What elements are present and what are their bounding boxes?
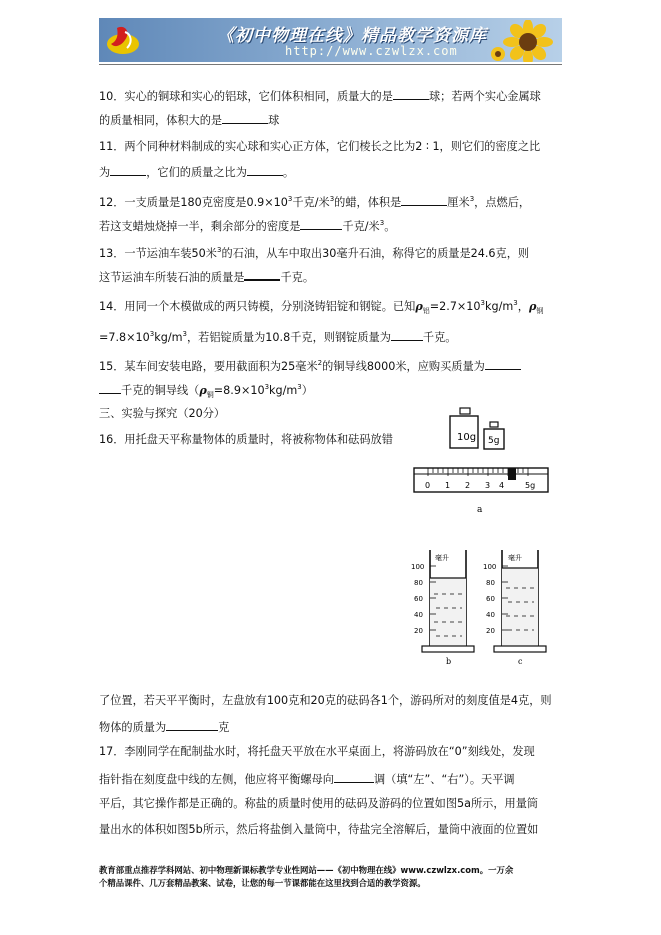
q16-text-3b: 克 <box>218 721 230 734</box>
cylinder-tick-label: 100 <box>483 563 497 571</box>
q14-text-2c: ，若铝锭质量为10.8千克，则钢锭质量为 <box>186 331 391 344</box>
q10-text-1b: 球；若两个实心金属球 <box>428 90 541 103</box>
q12-text-1c: 的蜡，体积是 <box>334 196 402 209</box>
q10-blank-2[interactable] <box>222 112 268 124</box>
q15-blank-2[interactable] <box>99 382 121 394</box>
site-title: 《初中物理在线》精品教学资源库 <box>217 26 487 46</box>
q17-blank-1[interactable] <box>334 771 374 783</box>
q14-line-2 <box>99 327 456 345</box>
q10-blank-1[interactable] <box>393 88 429 100</box>
superscript: 2 <box>317 359 323 367</box>
subscript: 铜 <box>206 391 214 400</box>
rider-marker <box>508 468 516 480</box>
rider-scale <box>414 468 548 492</box>
q13-text-2a: 这节运油车所装石油的质量是 <box>99 271 245 284</box>
q10-text-1a: 10．实心的铜球和实心的铝球，它们体积相同，质量大的是 <box>99 90 393 103</box>
q14-blank-1[interactable] <box>391 329 423 341</box>
q14-text-1d: ， <box>517 300 529 313</box>
q17-line-3: 平后，其它操作都是正确的。称盐的质量时使用的砝码及游码的位置如图5a所示，用量筒 <box>99 797 539 810</box>
q12-text-1e: ，点燃后， <box>474 196 531 209</box>
q12-blank-2[interactable] <box>300 218 342 230</box>
q14-text-1b: =2.7×10 <box>429 300 481 313</box>
cylinder-unit-b: 毫升 <box>435 554 449 562</box>
q15-text-2d: ） <box>301 384 313 397</box>
cylinder-tick-label: 40 <box>414 611 423 619</box>
q16-text-3a: 物体的质量为 <box>99 721 167 734</box>
q11-line-1: 11．两个同种材料制成的实心球和实心正方体，它们棱长之比为2 ∶ 1，则它们的密度之比 <box>99 140 541 153</box>
q10-line-1 <box>99 88 541 104</box>
q15-blank-1[interactable] <box>485 358 521 370</box>
rho-symbol: ρ <box>528 299 537 313</box>
superscript: 3 <box>329 195 335 203</box>
q10-line-2 <box>99 112 279 128</box>
scale-tick-label: 5g <box>525 481 536 490</box>
figure-label-c: c <box>518 657 523 666</box>
q16-line-3 <box>99 719 229 735</box>
q15-text-2c: kg/m <box>269 384 298 397</box>
scale-tick-label: 3 <box>485 481 491 490</box>
graduated-cylinder-b <box>411 550 474 652</box>
figure-5 <box>408 404 568 670</box>
cylinder-tick-label: 20 <box>414 627 423 635</box>
weight-10g-label: 10g <box>457 432 477 443</box>
cylinder-unit-c: 毫升 <box>508 554 522 562</box>
superscript: 3 <box>480 299 486 307</box>
q11-text-2a: 为 <box>99 166 111 179</box>
scale-tick-label: 4 <box>499 481 505 490</box>
q14-text-2a: =7.8×10 <box>99 331 150 344</box>
superscript: 3 <box>264 383 270 391</box>
q12-text-1d: 厘米 <box>447 196 470 209</box>
q10-text-2b: 球 <box>268 114 280 127</box>
q17-line-4: 量出水的体积如图5b所示，然后将盐倒入量筒中，待盐完全溶解后，量筒中液面的位置如 <box>99 823 539 836</box>
q11-line-2 <box>99 164 294 180</box>
q14-text-2b: kg/m <box>154 331 183 344</box>
q10-text-2a: 的质量相同，体积大的是 <box>99 114 223 127</box>
superscript: 3 <box>216 246 222 254</box>
q11-blank-2[interactable] <box>247 164 283 176</box>
q13-line-2 <box>99 268 314 285</box>
site-url[interactable]: http://www.czwlzx.com <box>285 44 458 58</box>
q14-text-2d: 千克。 <box>422 331 457 344</box>
q15-text-2b: =8.9×10 <box>213 384 265 397</box>
q16-line-1: 16．用托盘天平称量物体的质量时，将被称物体和砝码放错 <box>99 433 393 446</box>
q17-line-2 <box>99 771 515 787</box>
site-logo-icon <box>105 22 141 58</box>
q17-line-1: 17．李刚同学在配制盐水时，将托盘天平放在水平桌面上，将游码放在“0”刻线处，发现 <box>99 745 535 758</box>
q12-text-1a: 12．一支质量是180克密度是0.9×10 <box>99 196 288 209</box>
q14-text-1a: 14．用同一个木模做成的两只铸模，分别浇铸铝锭和钢锭。已知 <box>99 300 416 313</box>
q13-text-1a: 13．一节运油车装50米 <box>99 247 217 260</box>
q12-text-2c: 。 <box>384 220 396 233</box>
cylinder-tick-label: 40 <box>486 611 495 619</box>
footer-line-1: 教育部重点推荐学科网站、初中物理新课标教学专业性网站——《初中物理在线》www.czwlzx.com。一万余 <box>99 865 514 875</box>
superscript: 3 <box>513 299 518 307</box>
weight-10g <box>450 408 478 448</box>
q11-text-2c: 。 <box>282 166 295 179</box>
q15-line-2 <box>99 380 313 402</box>
q15-text-1b: 的铜导线8000米，应购买质量为 <box>322 360 485 373</box>
q15-line-1 <box>99 356 521 374</box>
rho-symbol: ρ <box>415 299 423 313</box>
q12-text-1b: 千克/米 <box>292 196 330 209</box>
q15-text-2a: 千克的铜导线（ <box>121 384 200 397</box>
subscript: 钢 <box>536 307 544 316</box>
q12-blank-1[interactable] <box>401 194 447 206</box>
q13-line-1 <box>99 243 529 261</box>
site-banner <box>99 18 562 62</box>
figure-label-a: a <box>477 505 483 515</box>
superscript: 3 <box>469 195 475 203</box>
rho-symbol: ρ <box>199 383 207 397</box>
superscript: 3 <box>287 195 293 203</box>
cylinder-tick-label: 60 <box>486 595 495 603</box>
graduated-cylinder-c <box>483 550 546 652</box>
subscript: 铝 <box>422 307 430 316</box>
header-rule <box>99 64 562 65</box>
scale-tick-label: 2 <box>465 481 471 490</box>
q12-text-2b: 千克/米 <box>342 220 380 233</box>
q15-text-1a: 15．某车间安装电路，要用截面积为25毫米 <box>99 360 318 373</box>
superscript: 3 <box>297 383 302 391</box>
q13-blank-1[interactable] <box>244 268 280 281</box>
scale-tick-label: 0 <box>425 481 431 490</box>
q14-text-1c: kg/m <box>485 300 514 313</box>
weight-5g-label: 5g <box>488 436 500 446</box>
q14-line-1 <box>99 296 543 318</box>
q11-text-2b: ，它们的质量之比为 <box>146 166 247 179</box>
q12-line-1 <box>99 192 530 210</box>
q16-line-2: 了位置，若天平平衡时，左盘放有100克和20克的砝码各1个，游码所对的刻度值是4克，则 <box>99 694 552 707</box>
q13-text-1b: 的石油，从车中取出30毫升石油，称得它的质量是24.6克，则 <box>221 247 530 260</box>
q13-text-2b: 千克。 <box>280 271 315 284</box>
q16-blank-1[interactable] <box>166 719 218 731</box>
cylinder-tick-label: 80 <box>414 579 423 587</box>
cylinder-tick-label: 100 <box>411 563 425 571</box>
q11-blank-1[interactable] <box>110 164 146 176</box>
q17-text-2b: 调（填“左”、“右”）。天平调 <box>373 773 515 786</box>
superscript: 3 <box>149 330 155 338</box>
section-heading: 三、实验与探究（20分） <box>99 407 226 420</box>
cylinder-tick-label: 60 <box>414 595 423 603</box>
sunflower-icon <box>488 20 558 62</box>
scale-tick-label: 1 <box>445 481 451 490</box>
figure-label-b: b <box>446 657 452 666</box>
cylinder-tick-label: 20 <box>486 627 495 635</box>
q17-text-2a: 指针指在刻度盘中线的左侧，他应将平衡螺母向 <box>99 773 334 786</box>
footer-line-2: 个精品课件、几万套精品教案、试卷，让您的每一节课都能在这里找到合适的教学资源。 <box>99 878 426 888</box>
q12-text-2a: 若这支蜡烛烧掉一半，剩余部分的密度是 <box>99 220 301 233</box>
q12-line-2 <box>99 216 395 234</box>
superscript: 3 <box>182 330 187 338</box>
superscript: 3 <box>379 219 385 227</box>
weight-5g <box>484 422 504 449</box>
cylinder-tick-label: 80 <box>486 579 495 587</box>
